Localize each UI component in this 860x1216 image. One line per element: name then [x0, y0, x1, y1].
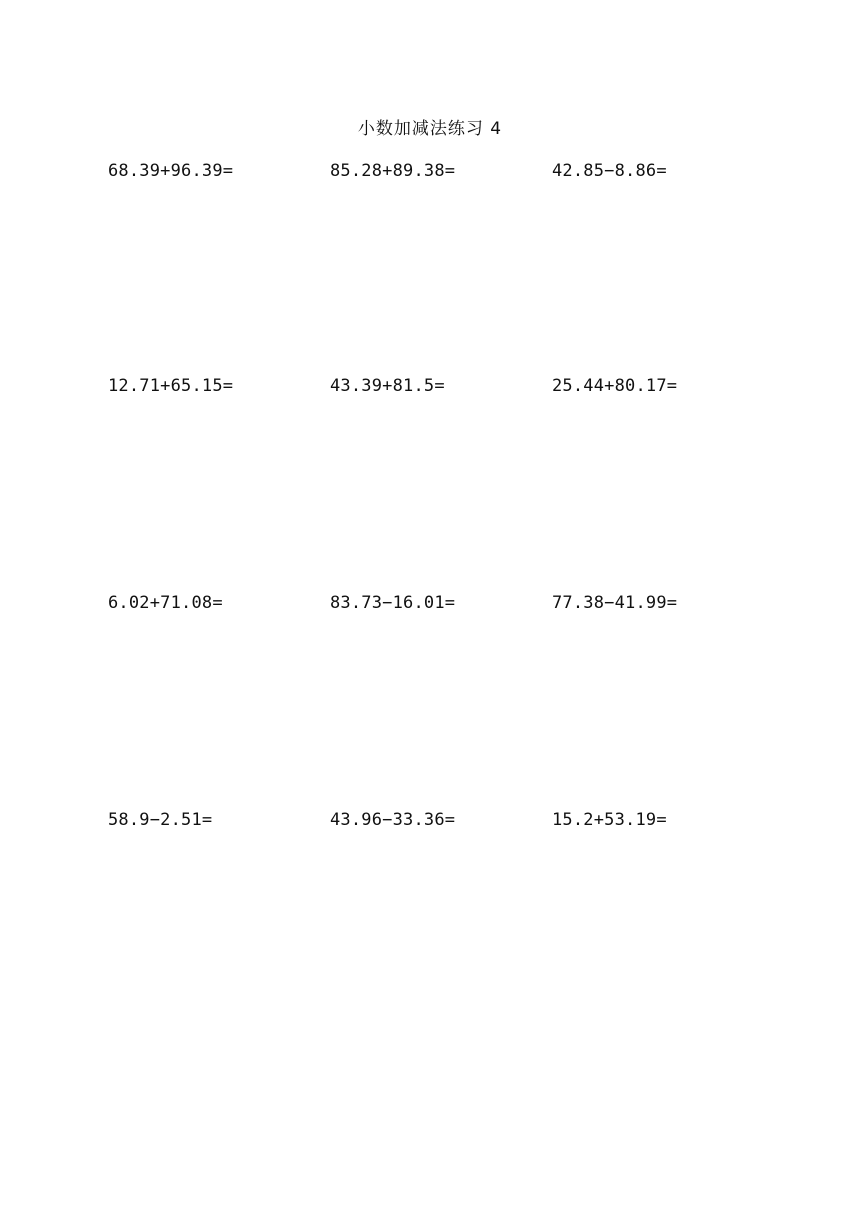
problem-r4-c3: 15.2+53.19=: [552, 810, 667, 830]
problem-r1-c1: 68.39+96.39=: [108, 161, 234, 181]
problem-r1-c2: 85.28+89.38=: [330, 161, 456, 181]
problem-r3-c3: 77.38−41.99=: [552, 593, 678, 613]
problem-r3-c2: 83.73−16.01=: [330, 593, 456, 613]
problem-r2-c3: 25.44+80.17=: [552, 376, 678, 396]
problem-r1-c3: 42.85−8.86=: [552, 161, 667, 181]
problem-r2-c2: 43.39+81.5=: [330, 376, 445, 396]
problem-r3-c1: 6.02+71.08=: [108, 593, 223, 613]
problem-r2-c1: 12.71+65.15=: [108, 376, 234, 396]
problem-r4-c2: 43.96−33.36=: [330, 810, 456, 830]
worksheet-title: 小数加减法练习 4: [357, 119, 503, 139]
problem-r4-c1: 58.9−2.51=: [108, 810, 213, 830]
